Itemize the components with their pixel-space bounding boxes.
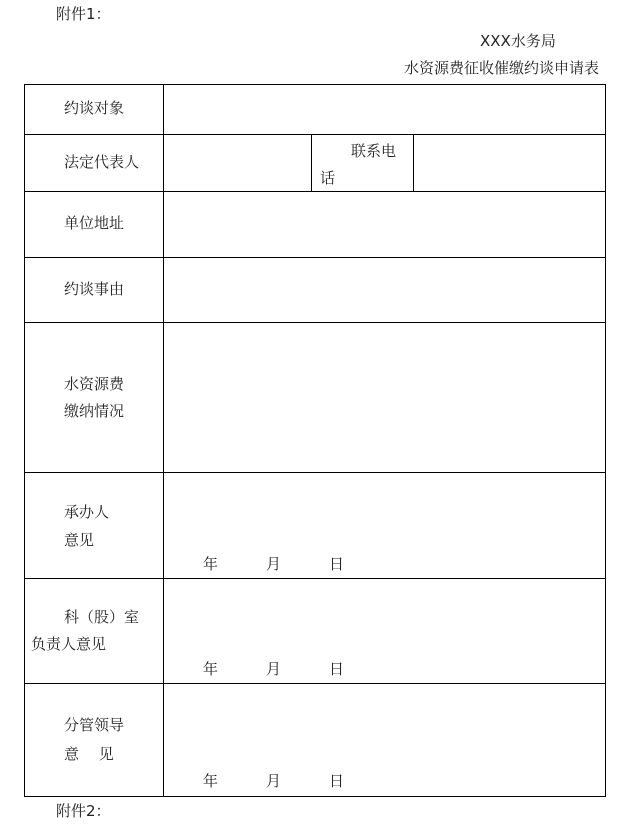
label-target: 约谈对象 bbox=[64, 99, 125, 117]
day-label: 日 bbox=[329, 772, 345, 790]
label-legal-rep: 法定代表人 bbox=[64, 153, 140, 171]
day-label: 日 bbox=[329, 660, 345, 678]
label-handler-line1: 承办人 bbox=[64, 503, 110, 521]
month-label: 月 bbox=[266, 772, 282, 790]
label-phone-line1: 联系电 bbox=[351, 142, 397, 160]
label-reason: 约谈事由 bbox=[64, 280, 125, 298]
label-leader-line1: 分管领导 bbox=[64, 716, 125, 734]
day-label: 日 bbox=[329, 555, 345, 573]
org-name: XXX水务局 bbox=[480, 32, 556, 50]
month-label: 月 bbox=[266, 555, 282, 573]
label-address: 单位地址 bbox=[64, 214, 125, 232]
attachment-label-bottom: 附件2： bbox=[56, 802, 111, 820]
label-handler-line2: 意见 bbox=[64, 531, 95, 549]
label-section-line1: 科（股）室 bbox=[64, 608, 140, 626]
label-phone-line2: 话 bbox=[320, 169, 336, 187]
month-label: 月 bbox=[266, 660, 282, 678]
attachment-label-top: 附件1： bbox=[56, 5, 111, 23]
form-title: 水资源费征收催缴约谈申请表 bbox=[404, 59, 600, 77]
year-label: 年 bbox=[203, 772, 219, 790]
label-leader-line2: 意 见 bbox=[64, 745, 114, 763]
year-label: 年 bbox=[203, 660, 219, 678]
label-payment-line1: 水资源费 bbox=[64, 375, 125, 393]
label-section-line2: 负责人意见 bbox=[31, 635, 107, 653]
label-payment-line2: 缴纳情况 bbox=[64, 402, 125, 420]
year-label: 年 bbox=[203, 555, 219, 573]
